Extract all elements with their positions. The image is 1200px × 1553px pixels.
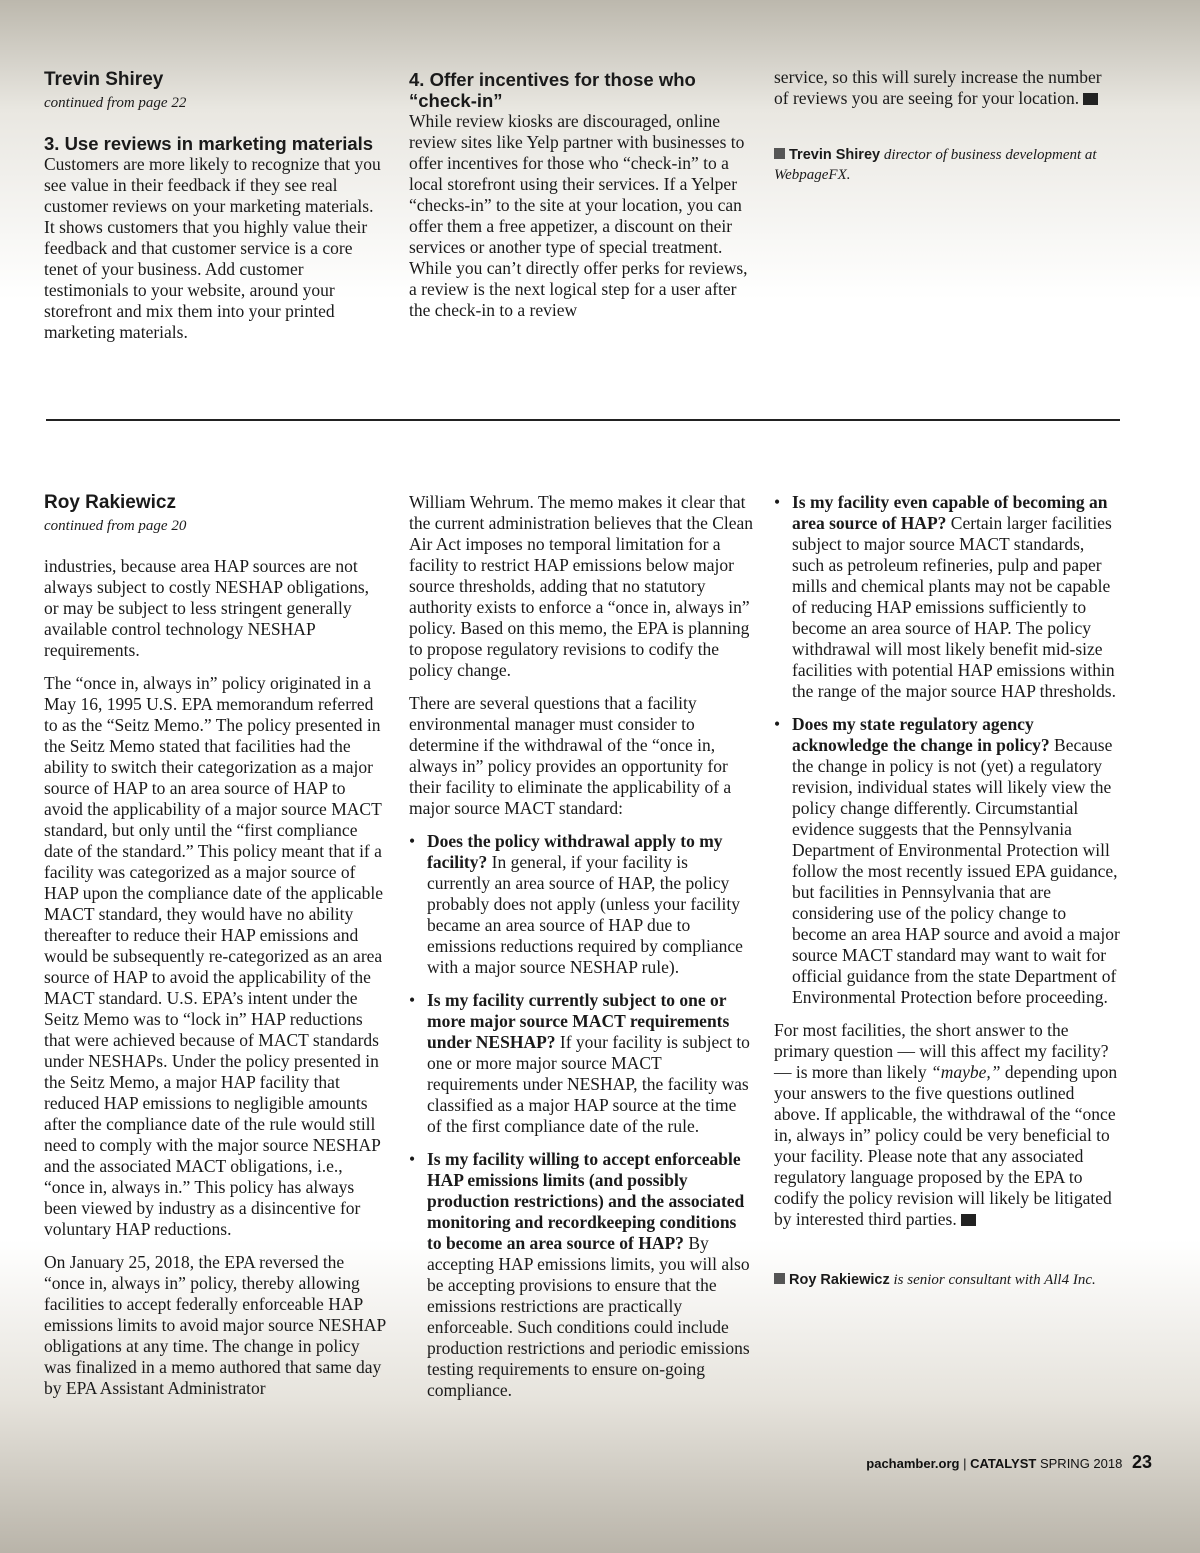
- top-column-1: [44, 69, 386, 355]
- top-column-2: [409, 69, 751, 333]
- paragraph-text: depending upon your answers to the five questions outlined above. If applicable, the withdrawal of the “once in, always in” policy could be very beneficial to your facility. Please note that any associated regulatory language proposed by the EPA to codify the policy revision will likely be litigated by interested third parties.: [774, 1062, 1118, 1229]
- section-heading: 3. Use reviews in marketing materials: [44, 133, 374, 154]
- question-text: Does the policy withdrawal apply to my facility?: [427, 831, 723, 872]
- answer-text: In general, if your facility is currently an area source of HAP, the policy probably does not apply (unless your facility became an area source of HAP due to emissions reductions required by compliance with a major source NESHAP rule).: [427, 852, 743, 977]
- body-paragraph: William Wehrum. The memo makes it clear that the current administration believes that the Clean Air Act imposes no temporal limitation for a facility to restrict HAP emissions below major source thresholds, adding that no statutory authority exists to enforce a “once in, always in” policy. Based on this memo, the EPA is planning to propose regulatory revisions to codify the policy change.: [409, 492, 754, 680]
- answer-text: If your facility is subject to one or more major source MACT requirements under NESHAP, the facility was classified as a major HAP source at the time of the first compliance date of the rule.: [427, 1032, 750, 1136]
- question-text: Does my state regulatory agency acknowledge the change in policy?: [792, 714, 1050, 755]
- list-item: [409, 831, 754, 978]
- footer-magazine: CATALYST: [970, 1456, 1037, 1471]
- answer-text: Certain larger facilities subject to major source MACT standards, such as petroleum refineries, pulp and paper mills and chemical plants may not be capable of reducing HAP emissions sufficiently to become an area source of HAP. The policy withdrawal will most likely benefit mid-size facilities with potential HAP emissions within the range of the major source HAP thresholds.: [792, 513, 1116, 701]
- bottom-column-1: [44, 492, 386, 1411]
- square-bullet-icon: [774, 148, 785, 159]
- body-paragraph: [774, 67, 1119, 109]
- bio-name: Trevin Shirey: [789, 147, 881, 163]
- square-bullet-icon: [774, 1273, 785, 1284]
- body-paragraph: While review kiosks are discouraged, online review sites like Yelp partner with businesses to offer incentives for those who “check-in” to a local storefront using their services. If a Yelper “checks-in” to the site at your location, you can offer them a free appetizer, a discount on their services or another type of special treatment. While you can’t directly offer perks for reviews, a review is the next logical step for a user after the check-in to a review: [409, 111, 748, 320]
- emphasis-text: “maybe,”: [931, 1062, 1001, 1082]
- continued-note: continued from page 20: [44, 518, 187, 534]
- footer-issue: SPRING 2018: [1039, 1456, 1123, 1471]
- bottom-column-3: [774, 492, 1120, 1290]
- body-paragraph: There are several questions that a facility environmental manager must consider to determine if the withdrawal of the “once in, always in” policy provides an opportunity for their facility to eliminate the applicability of a major source MACT standard:: [409, 693, 732, 818]
- question-text: Is my facility even capable of becoming an area source of HAP?: [792, 492, 1108, 533]
- top-column-3: [774, 67, 1119, 185]
- paragraph-text: For most facilities, the short answer to the primary question — will this affect my facility? — is more than likely: [774, 1020, 1109, 1082]
- bio-text: is senior consultant with All4 Inc.: [893, 1272, 1096, 1288]
- end-mark-icon: [961, 1214, 976, 1226]
- footer-separator: |: [963, 1456, 967, 1471]
- question-list: [774, 492, 1120, 1008]
- page-footer: [866, 1452, 1152, 1473]
- question-text: Is my facility willing to accept enforceable HAP emissions limits (and possibly production restrictions) and the associated monitoring and recordkeeping conditions to become an area source of HAP?: [427, 1149, 745, 1253]
- footer-site: pachamber.org: [866, 1456, 960, 1471]
- question-text: Is my facility currently subject to one or more major source MACT requirements under NESHAP?: [427, 990, 730, 1052]
- list-item: [409, 990, 754, 1137]
- body-paragraph: The “once in, always in” policy originated in a May 16, 1995 U.S. EPA memorandum referred to as the “Seitz Memo.” The policy presented in the Seitz Memo stated that facilities had the ability to switch their categorization as a major source of HAP to an area source of HAP to avoid the applicability of a major source MACT standard, but only until the “first compliance date of the standard.” This policy meant that if a facility was categorized as a major source of HAP upon the compliance date of the applicable MACT standard, they would have no ability thereafter to reduce their HAP emissions and would be subsequently re-categorized as an area source of HAP to avoid the applicability of the MACT standard. U.S. EPA’s intent under the Seitz Memo was to “lock in” HAP reductions that were achieved because of MACT standards under NESHAPs. Under the policy presented in the Seitz Memo, a major HAP facility that reduced HAP emissions to negligible amounts after the compliance date of the rule would still need to comply with the major source NESHAP and the associated MACT obligations, i.e., “once in, always in.” This policy has always been viewed by industry as a disincentive for voluntary HAP reductions.: [44, 673, 384, 1239]
- section-divider: [46, 419, 1120, 421]
- list-item: [774, 492, 1120, 702]
- question-list: [409, 831, 754, 1401]
- body-paragraph: industries, because area HAP sources are not always subject to costly NESHAP obligations, or may be subject to less stringent generally available control technology NESHAP requirements.: [44, 556, 370, 660]
- paragraph-text: service, so this will surely increase the number of reviews you are seeing for your location.: [774, 67, 1102, 108]
- section-heading: 4. Offer incentives for those who “check-in”: [409, 69, 696, 111]
- bio-name: Roy Rakiewicz: [789, 1272, 890, 1288]
- list-item: [409, 1149, 754, 1401]
- continued-note: continued from page 22: [44, 95, 187, 111]
- body-paragraph: [774, 1020, 1120, 1230]
- body-paragraph: Customers are more likely to recognize that you see value in their feedback if they see real customer reviews on your marketing materials. It shows customers that you highly value their feedback and that customer service is a core tenet of your business. Add customer testimonials to your website, around your storefront and mix them into your printed marketing materials.: [44, 154, 381, 342]
- author-bio: [774, 145, 1119, 185]
- answer-text: By accepting HAP emissions limits, you will also be accepting provisions to ensure that the emissions restrictions are practically enforceable. Such conditions could include production restrictions and periodic emissions testing requirements to ensure on-going compliance.: [427, 1233, 750, 1400]
- answer-text: Because the change in policy is not (yet) a regulatory revision, individual states will likely view the policy change differently. Circumstantial evidence suggests that the Pennsylvania Department of Environmental Protection will follow the most recently issued EPA guidance, but facilities in Pennsylvania that are considering use of the policy change to become an area HAP source and avoid a major source MACT standard may want to wait for official guidance from the state Department of Environmental Protection before proceeding.: [792, 735, 1120, 1007]
- body-paragraph: On January 25, 2018, the EPA reversed the “once in, always in” policy, thereby allowing facilities to accept federally enforceable HAP emissions limits to avoid major source NESHAP obligations at any time. The change in policy was finalized in a memo authored that same day by EPA Assistant Administrator: [44, 1252, 386, 1398]
- bottom-column-2: [409, 492, 754, 1413]
- page-number: 23: [1131, 1452, 1152, 1472]
- author-bio: [774, 1270, 1120, 1290]
- author-name: Roy Rakiewicz: [44, 492, 176, 513]
- bio-text: director of business development at WebpageFX.: [774, 147, 1097, 183]
- list-item: [774, 714, 1120, 1008]
- author-name: Trevin Shirey: [44, 69, 164, 90]
- end-mark-icon: [1083, 93, 1098, 105]
